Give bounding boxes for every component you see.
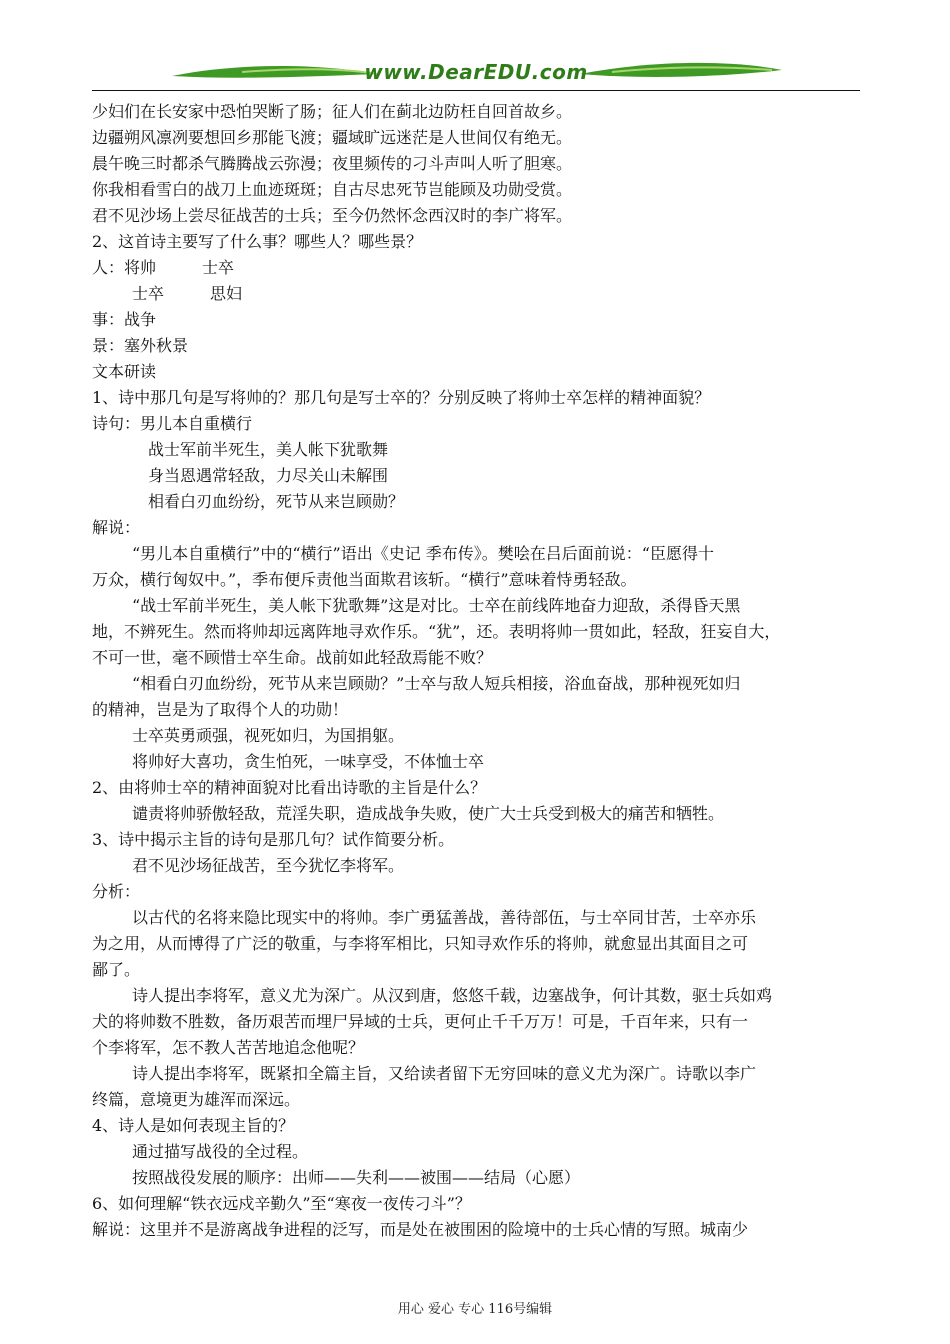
section-heading: 文本研读	[92, 362, 157, 381]
question-3-heading: 3、诗中揭示主旨的诗句是那几句？试作简要分析。	[92, 830, 455, 849]
poem-line: 诗句：男儿本自重横行	[92, 414, 253, 433]
scene-line: 景：塞外秋景	[92, 336, 189, 355]
poem-line: 身当恩遇常轻敌，力尽关山未解围	[148, 466, 389, 485]
answer-line: 按照战役发展的顺序：出师——失利——被围——结局（心愿）	[132, 1168, 581, 1187]
translation-line: 边疆朔风凛冽要想回乡那能飞渡；疆域旷远迷茫是人世间仅有绝无。	[92, 128, 573, 147]
question-4-heading: 4、诗人是如何表现主旨的？	[92, 1116, 295, 1135]
people-row-1	[92, 255, 862, 281]
paragraph-line: 的精神，岂是为了取得个人的功勋！	[92, 700, 349, 719]
poem-line: 相看白刃血纷纷，死节从来岂顾勋？	[148, 492, 405, 511]
poem-line: 战士军前半死生，美人帐下犹歌舞	[148, 440, 389, 459]
paragraph-line: “战士军前半死生，美人帐下犹歌舞”这是对比。士卒在前线阵地奋力迎敌，杀得昏天黑	[132, 596, 741, 615]
explanation-label: 解说：	[92, 518, 141, 537]
translation-line: 晨午晚三时都杀气腾腾战云弥漫；夜里频传的刁斗声叫人听了胆寒。	[92, 154, 573, 173]
paragraph-line: 不可一世，毫不顾惜士卒生命。战前如此轻敌焉能不败？	[92, 648, 493, 667]
people-label: 人：	[92, 258, 125, 277]
summary-line: 士卒英勇顽强，视死如归，为国捐躯。	[132, 726, 405, 745]
question-1-heading: 1、诗中那几句是写将帅的？那几句是写士卒的？分别反映了将帅士卒怎样的精神面貌？	[92, 388, 711, 407]
site-header-logo	[92, 56, 860, 90]
translation-line: 你我相看雪白的战刀上血迹斑斑；自古尽忠死节岂能顾及功勋受赏。	[92, 180, 573, 199]
paragraph-line: 终篇，意境更为雄浑而深远。	[92, 1090, 301, 1109]
people-item: 士卒	[132, 284, 165, 303]
paragraph-line: 万众，横行匈奴中。”，季布便斥责他当面欺君该斩。“横行”意味着恃勇轻敌。	[92, 570, 637, 589]
translation-line: 少妇们在长安家中恐怕哭断了肠；征人们在蓟北边防枉自回首故乡。	[92, 102, 573, 121]
translation-line: 君不见沙场上尝尽征战苦的士兵；至今仍然怀念西汉时的李广将军。	[92, 206, 573, 225]
paragraph-line: 为之用，从而博得了广泛的敬重，与李将军相比，只知寻欢作乐的将帅，就愈显出其面目之可	[92, 934, 749, 953]
answer-line: 通过描写战役的全过程。	[132, 1142, 309, 1161]
site-logo-text: www.DearEDU.com	[364, 60, 588, 84]
people-item: 思妇	[210, 284, 243, 303]
paragraph-line: 鄙了。	[92, 960, 141, 979]
paragraph-line: 个李将军，怎不教人苦苦地追念他呢？	[92, 1038, 365, 1057]
paragraph-line: 以古代的名将来隐比现实中的将帅。李广勇猛善战，善待部伍，与士卒同甘苦，士卒亦乐	[132, 908, 757, 927]
paragraph-line: “相看白刃血纷纷，死节从来岂顾勋？”士卒与敌人短兵相接，浴血奋战，那种视死如归	[132, 674, 741, 693]
document-body	[92, 99, 862, 1243]
answer-line: 君不见沙场征战苦，至今犹忆李将军。	[132, 856, 405, 875]
analysis-label: 分析：	[92, 882, 141, 901]
paragraph-line: “男儿本自重横行”中的“横行”语出《史记 季布传》。樊哙在吕后面前说：“臣愿得十	[132, 544, 714, 563]
paragraph-line: 诗人提出李将军，既紧扣全篇主旨，又给读者留下无穷回味的意义尤为深广。诗歌以李广	[132, 1064, 757, 1083]
question-2-heading: 2、这首诗主要写了什么事？哪些人？哪些景？	[92, 232, 423, 251]
question-2b-heading: 2、由将帅士卒的精神面貌对比看出诗歌的主旨是什么？	[92, 778, 487, 797]
paragraph-line: 地，不辨死生。然而将帅却远离阵地寻欢作乐。“犹”，还。表明将帅一贯如此，轻敌，狂妄自大，	[92, 622, 781, 641]
summary-line: 将帅好大喜功，贪生怕死，一味享受，不体恤士卒	[132, 752, 485, 771]
event-line: 事：战争	[92, 310, 157, 329]
paragraph-line: 犬的将帅数不胜数，备历艰苦而埋尸异域的士兵，更何止千千万万！可是，千百年来，只有一	[92, 1012, 749, 1031]
people-item: 士卒	[202, 258, 235, 277]
page-footer: 用心 爱心 专心 116号编辑	[397, 1302, 553, 1317]
answer-line: 解说：这里并不是游离战争进程的泛写，而是处在被围困的险境中的士兵心情的写照。城南少	[92, 1220, 749, 1239]
header-divider	[92, 90, 860, 91]
people-row-2	[92, 281, 862, 307]
question-6-heading: 6、如何理解“铁衣远戍辛勤久”至“寒夜一夜传刁斗”？	[92, 1194, 471, 1213]
answer-line: 谴责将帅骄傲轻敌，荒淫失职，造成战争失败，使广大士兵受到极大的痛苦和牺牲。	[132, 804, 725, 823]
people-item: 将帅	[124, 258, 157, 277]
paragraph-line: 诗人提出李将军，意义尤为深广。从汉到唐，悠悠千载，边塞战争，何计其数，驱士兵如鸡	[132, 986, 773, 1005]
